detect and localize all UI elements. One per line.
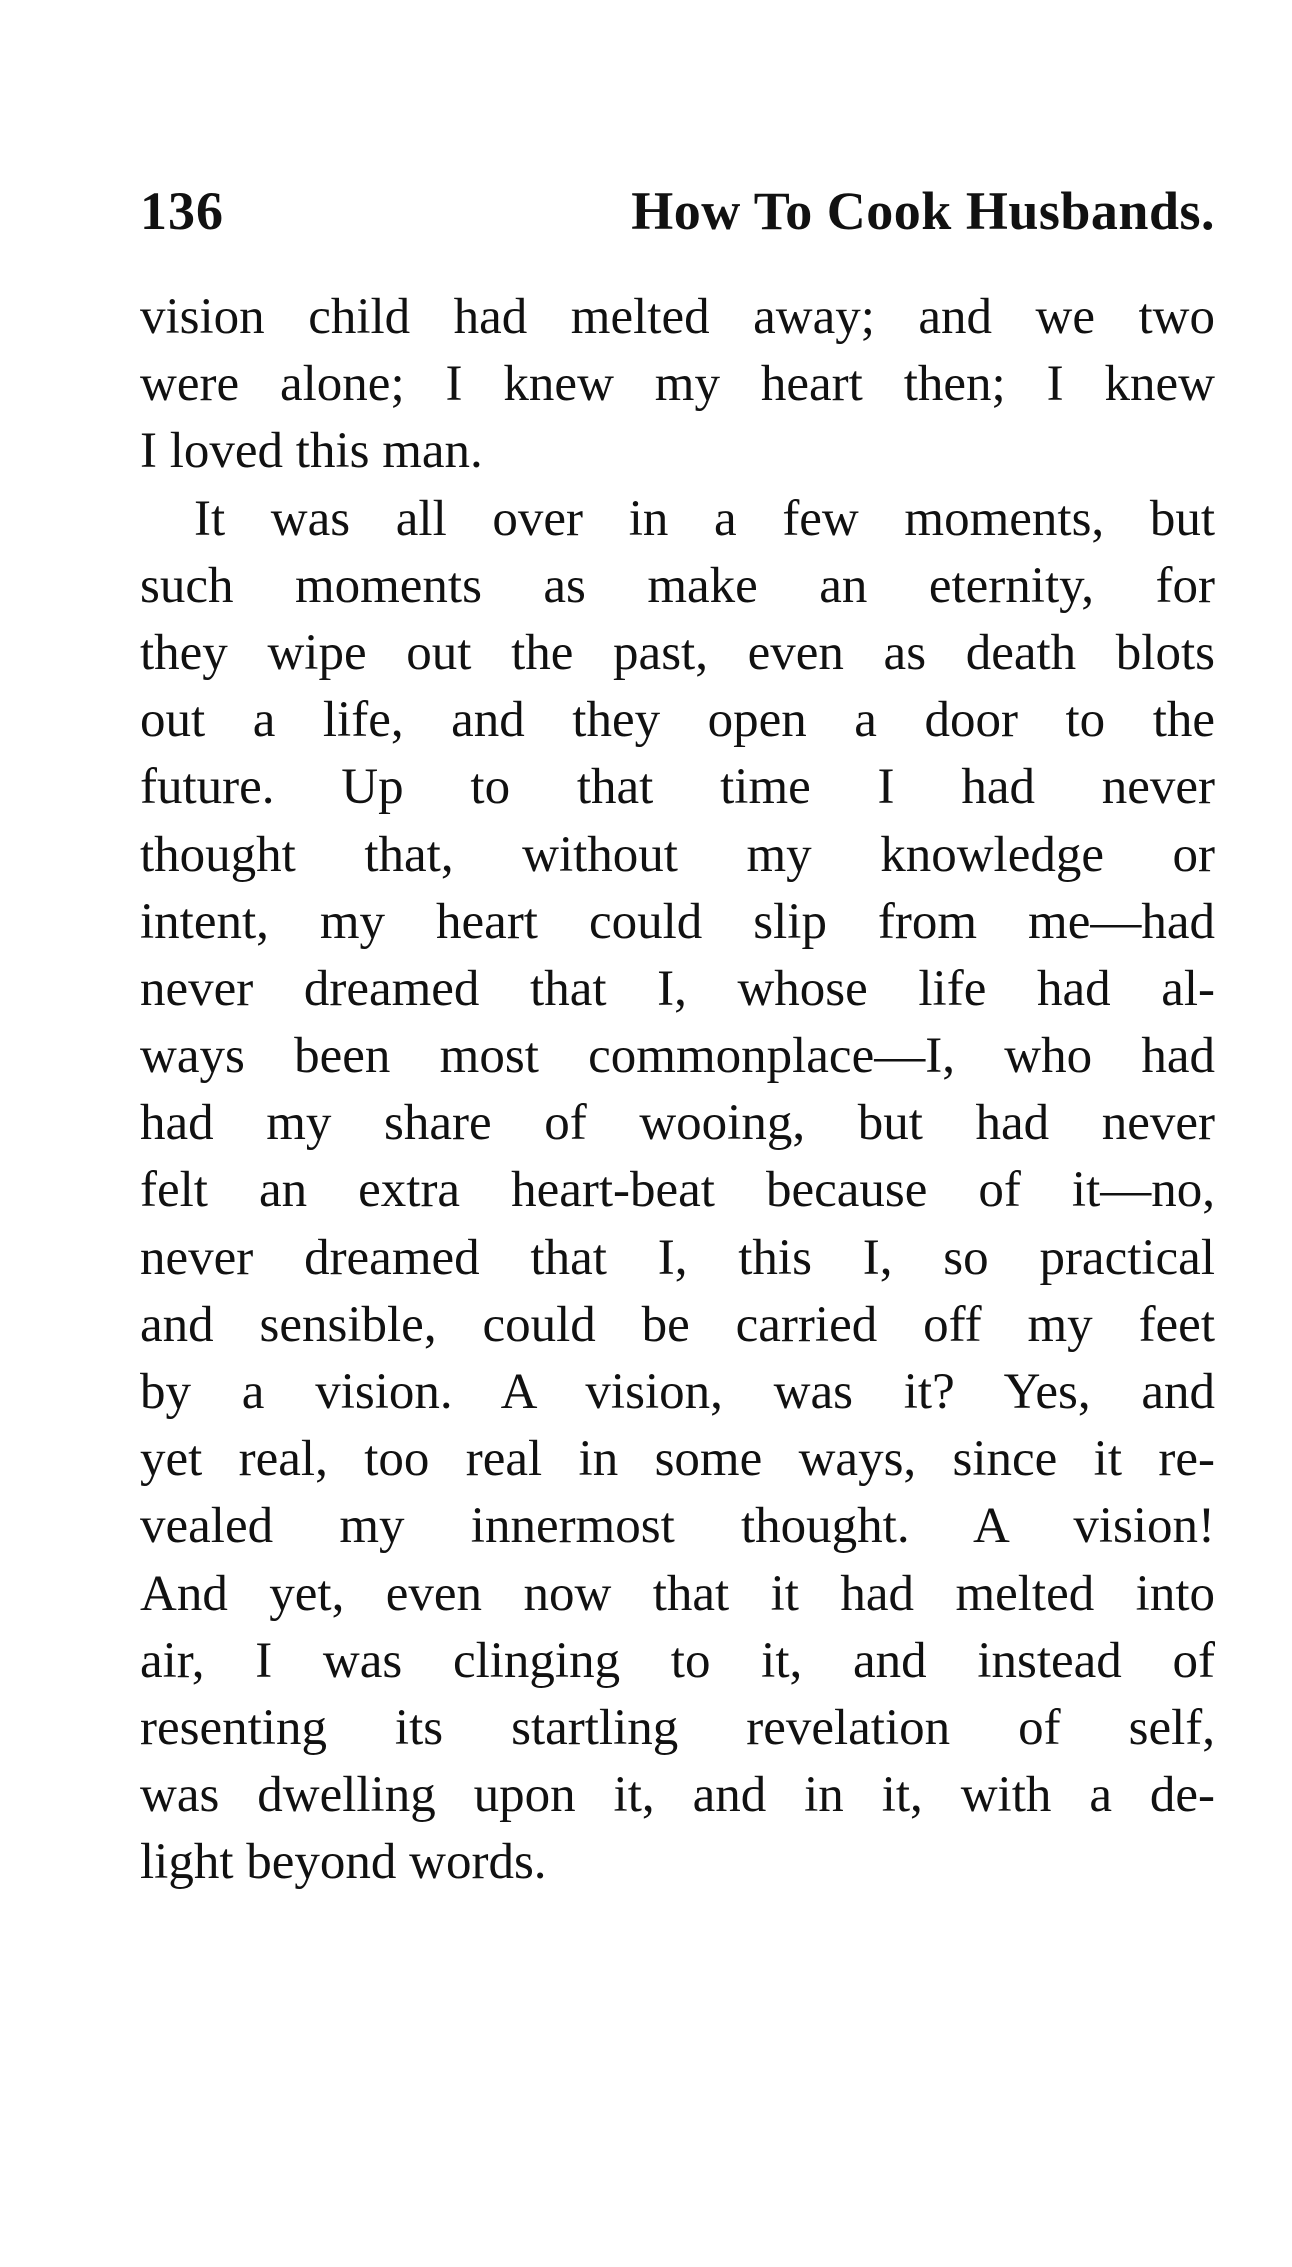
text-line: I loved this man. bbox=[140, 423, 483, 480]
text-line: never dreamed that I, this I, so practical bbox=[140, 1229, 1215, 1286]
text-line: air, I was clinging to it, and instead of bbox=[140, 1632, 1215, 1689]
text-line: ways been most commonplace—I, who had bbox=[140, 1028, 1215, 1085]
text-line: thought that, without my knowledge or bbox=[140, 826, 1215, 883]
text-line: by a vision. A vision, was it? Yes, and bbox=[140, 1364, 1215, 1420]
text-line: It was all over in a few moments, but bbox=[194, 490, 1215, 547]
text-line: And yet, even now that it had melted into bbox=[140, 1565, 1215, 1622]
book-page bbox=[140, 180, 1215, 1897]
text-line: vealed my innermost thought. A vision! bbox=[140, 1498, 1215, 1555]
text-line: resenting its startling revelation of self, bbox=[140, 1699, 1215, 1756]
paragraph-1 bbox=[140, 284, 1215, 486]
text-line: out a life, and they open a door to the bbox=[140, 692, 1215, 749]
text-line: had my share of wooing, but had never bbox=[140, 1095, 1215, 1152]
paragraph-2 bbox=[140, 486, 1215, 1897]
text-line: felt an extra heart-beat because of it—no, bbox=[140, 1162, 1215, 1219]
running-title: How To Cook Husbands. bbox=[631, 181, 1215, 241]
text-line: and sensible, could be carried off my feet bbox=[140, 1296, 1215, 1353]
text-line: light beyond words. bbox=[140, 1834, 547, 1891]
text-line: never dreamed that I, whose life had al- bbox=[140, 960, 1215, 1017]
running-head bbox=[140, 180, 1215, 250]
text-line: intent, my heart could slip from me—had bbox=[140, 893, 1215, 950]
text-line: was dwelling upon it, and in it, with a de- bbox=[140, 1767, 1215, 1824]
text-line: yet real, too real in some ways, since it re- bbox=[140, 1431, 1215, 1488]
text-line: vision child had melted away; and we two bbox=[140, 289, 1215, 345]
text-line: such moments as make an eternity, for bbox=[140, 557, 1215, 614]
body-text bbox=[140, 284, 1215, 1897]
text-line: they wipe out the past, even as death blots bbox=[140, 624, 1215, 681]
page-number: 136 bbox=[140, 181, 224, 241]
text-line: were alone; I knew my heart then; I knew bbox=[140, 356, 1215, 413]
text-line: future. Up to that time I had never bbox=[140, 759, 1215, 816]
